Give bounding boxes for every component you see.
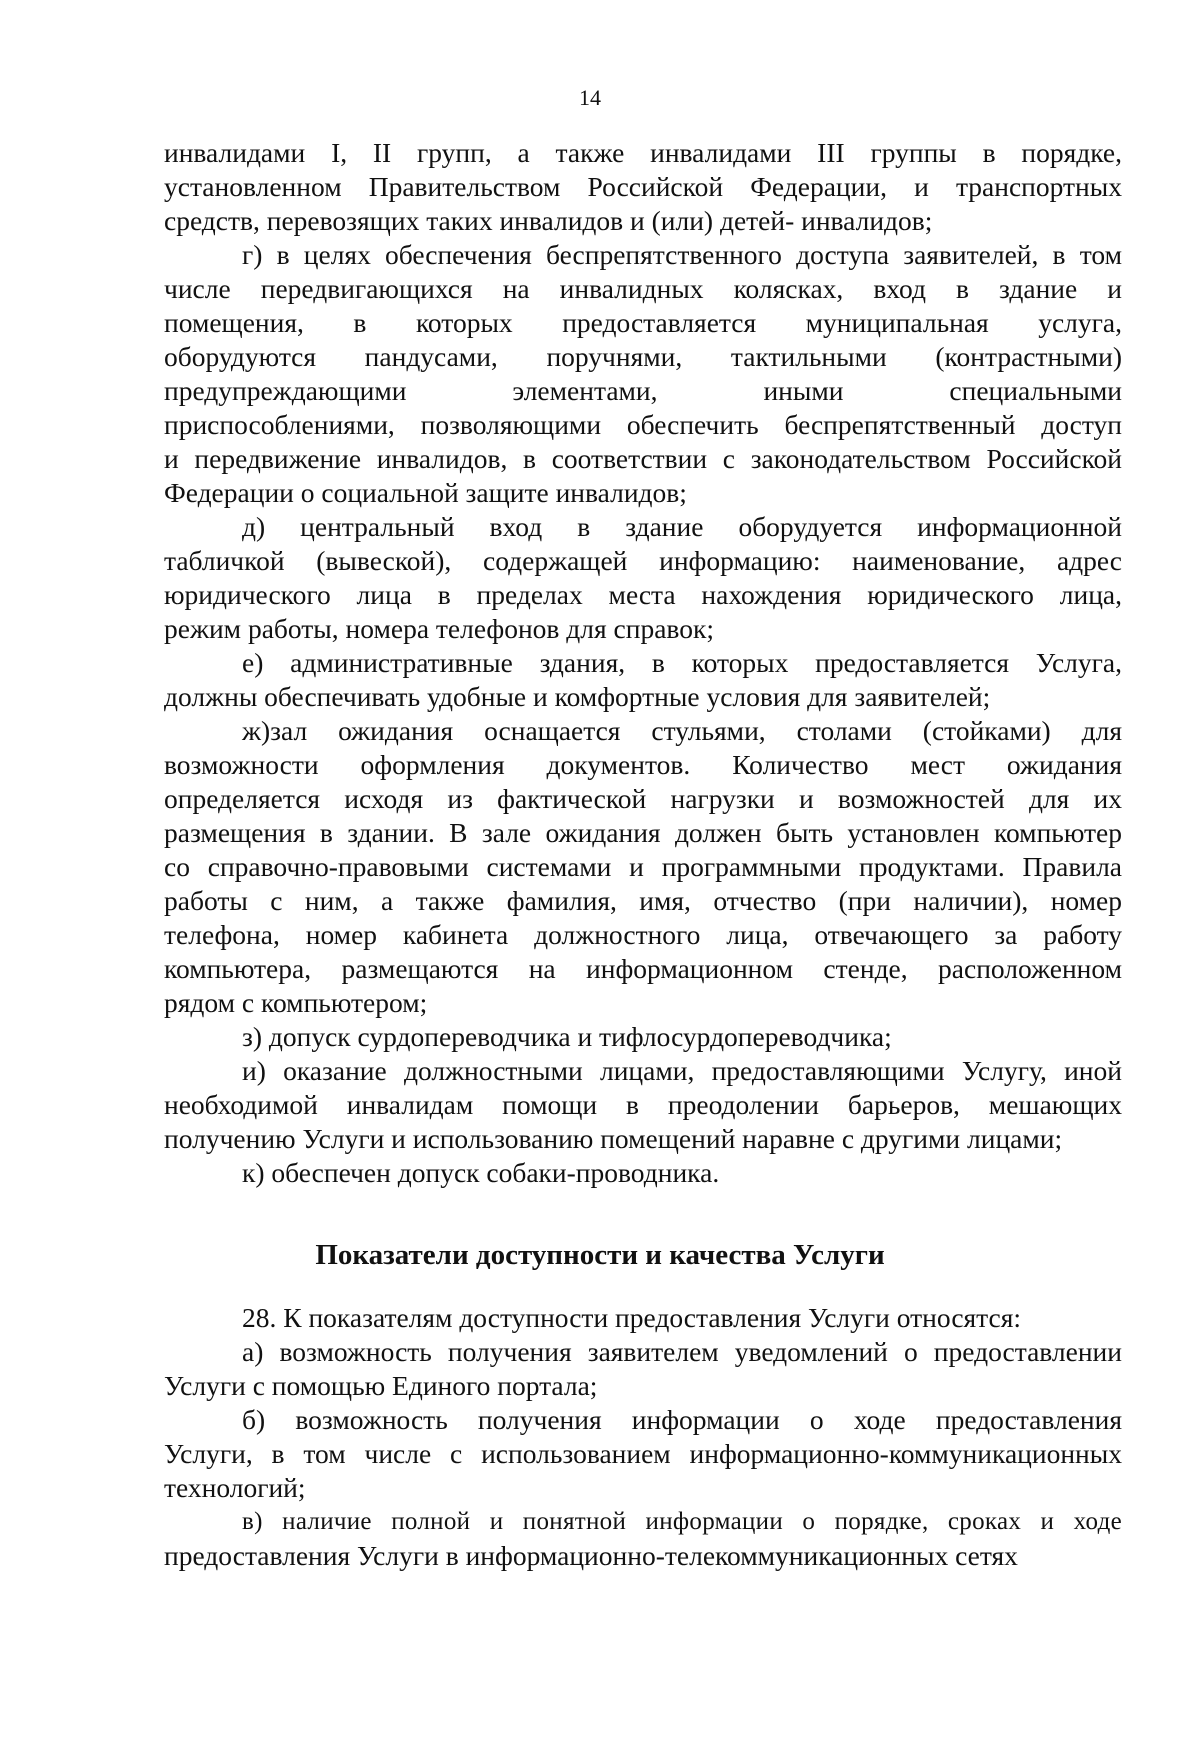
paragraph (164, 1301, 1122, 1335)
text-line: приспособлениями, позволяющими обеспечить беспрепятственный доступ (164, 409, 1122, 440)
text-line: з) допуск сурдопереводчика и тифлосурдопереводчика; (242, 1021, 892, 1052)
text-line: режим работы, номера телефонов для справок; (164, 613, 714, 644)
text-line: определяется исходя из фактической нагрузки и возможностей для их (164, 783, 1122, 814)
text-line: предоставления Услуги в информационно-телекоммуникационных сетях (164, 1540, 1018, 1571)
paragraph (164, 714, 1122, 1020)
text-line: Услуги, в том числе с использованием информационно-коммуникационных (164, 1438, 1122, 1469)
section-heading: Показатели доступности и качества Услуги (315, 1239, 885, 1271)
text-line: размещения в здании. В зале ожидания должен быть установлен компьютер (164, 817, 1122, 848)
text-line: установленном Правительством Российской Федерации, и транспортных (164, 171, 1122, 202)
text-line: должны обеспечивать удобные и комфортные условия для заявителей; (164, 681, 991, 712)
paragraph (164, 1054, 1122, 1156)
body-text (164, 136, 1122, 1190)
text-line: технологий; (164, 1472, 306, 1503)
page-number: 14 (579, 85, 601, 110)
text-line: табличкой (вывеской), содержащей информацию: наименование, адрес (164, 545, 1122, 576)
text-line: оборудуются пандусами, поручнями, тактильными (контрастными) (164, 341, 1122, 372)
paragraph (164, 1403, 1122, 1505)
text-line: к) обеспечен допуск собаки-проводника. (242, 1157, 720, 1188)
text-line: в) наличие полной и понятной информации о порядке, сроках и ходе (242, 1508, 1122, 1535)
text-line: б) возможность получения информации о ходе предоставления (242, 1404, 1122, 1435)
text-line: телефона, номер кабинета должностного лица, отвечающего за работу (164, 919, 1122, 950)
text-line: юридического лица в пределах места нахождения юридического лица, (164, 579, 1122, 610)
text-line: ж)зал ожидания оснащается стульями, столами (стойками) для (242, 715, 1122, 746)
text-line: и передвижение инвалидов, в соответствии с законодательством Российской (164, 443, 1122, 474)
text-line: со справочно-правовыми системами и программными продуктами. Правила (164, 851, 1122, 882)
text-line: 28. К показателям доступности предоставления Услуги относятся: (242, 1302, 1022, 1333)
text-line: г) в целях обеспечения беспрепятственного доступа заявителей, в том (242, 239, 1122, 270)
text-line: предупреждающими элементами, иными специальными (164, 375, 1122, 406)
text-line: получению Услуги и использованию помещений наравне с другими лицами; (164, 1123, 1063, 1154)
text-line: е) административные здания, в которых предоставляется Услуга, (242, 647, 1122, 678)
paragraph (164, 1335, 1122, 1403)
text-line: возможности оформления документов. Количество мест ожидания (164, 749, 1122, 780)
text-line: а) возможность получения заявителем уведомлений о предоставлении (242, 1336, 1122, 1367)
paragraph (164, 136, 1122, 238)
paragraph (164, 510, 1122, 646)
text-line: д) центральный вход в здание оборудуется информационной (242, 511, 1122, 542)
paragraph (164, 1156, 1122, 1190)
text-line: Услуги с помощью Единого портала; (164, 1370, 598, 1401)
section-body-text (164, 1301, 1122, 1573)
text-line: числе передвигающихся на инвалидных колясках, вход в здание и (164, 273, 1122, 304)
paragraph (164, 1020, 1122, 1054)
paragraph (164, 238, 1122, 510)
text-line: инвалидами I, II групп, а также инвалидами III группы в порядке, (164, 137, 1122, 168)
text-line: компьютера, размещаются на информационном стенде, расположенном (164, 953, 1122, 984)
text-line: работы с ним, а также фамилия, имя, отчество (при наличии), номер (164, 885, 1122, 916)
text-line: помещения, в которых предоставляется муниципальная услуга, (164, 307, 1122, 338)
text-line: Федерации о социальной защите инвалидов; (164, 477, 687, 508)
text-line: и) оказание должностными лицами, предоставляющими Услугу, иной (242, 1055, 1122, 1086)
text-line: рядом с компьютером; (164, 987, 428, 1018)
text-line: необходимой инвалидам помощи в преодолении барьеров, мешающих (164, 1089, 1122, 1120)
text-line: средств, перевозящих таких инвалидов и (или) детей- инвалидов; (164, 205, 933, 236)
paragraph (164, 646, 1122, 714)
paragraph (164, 1505, 1122, 1573)
